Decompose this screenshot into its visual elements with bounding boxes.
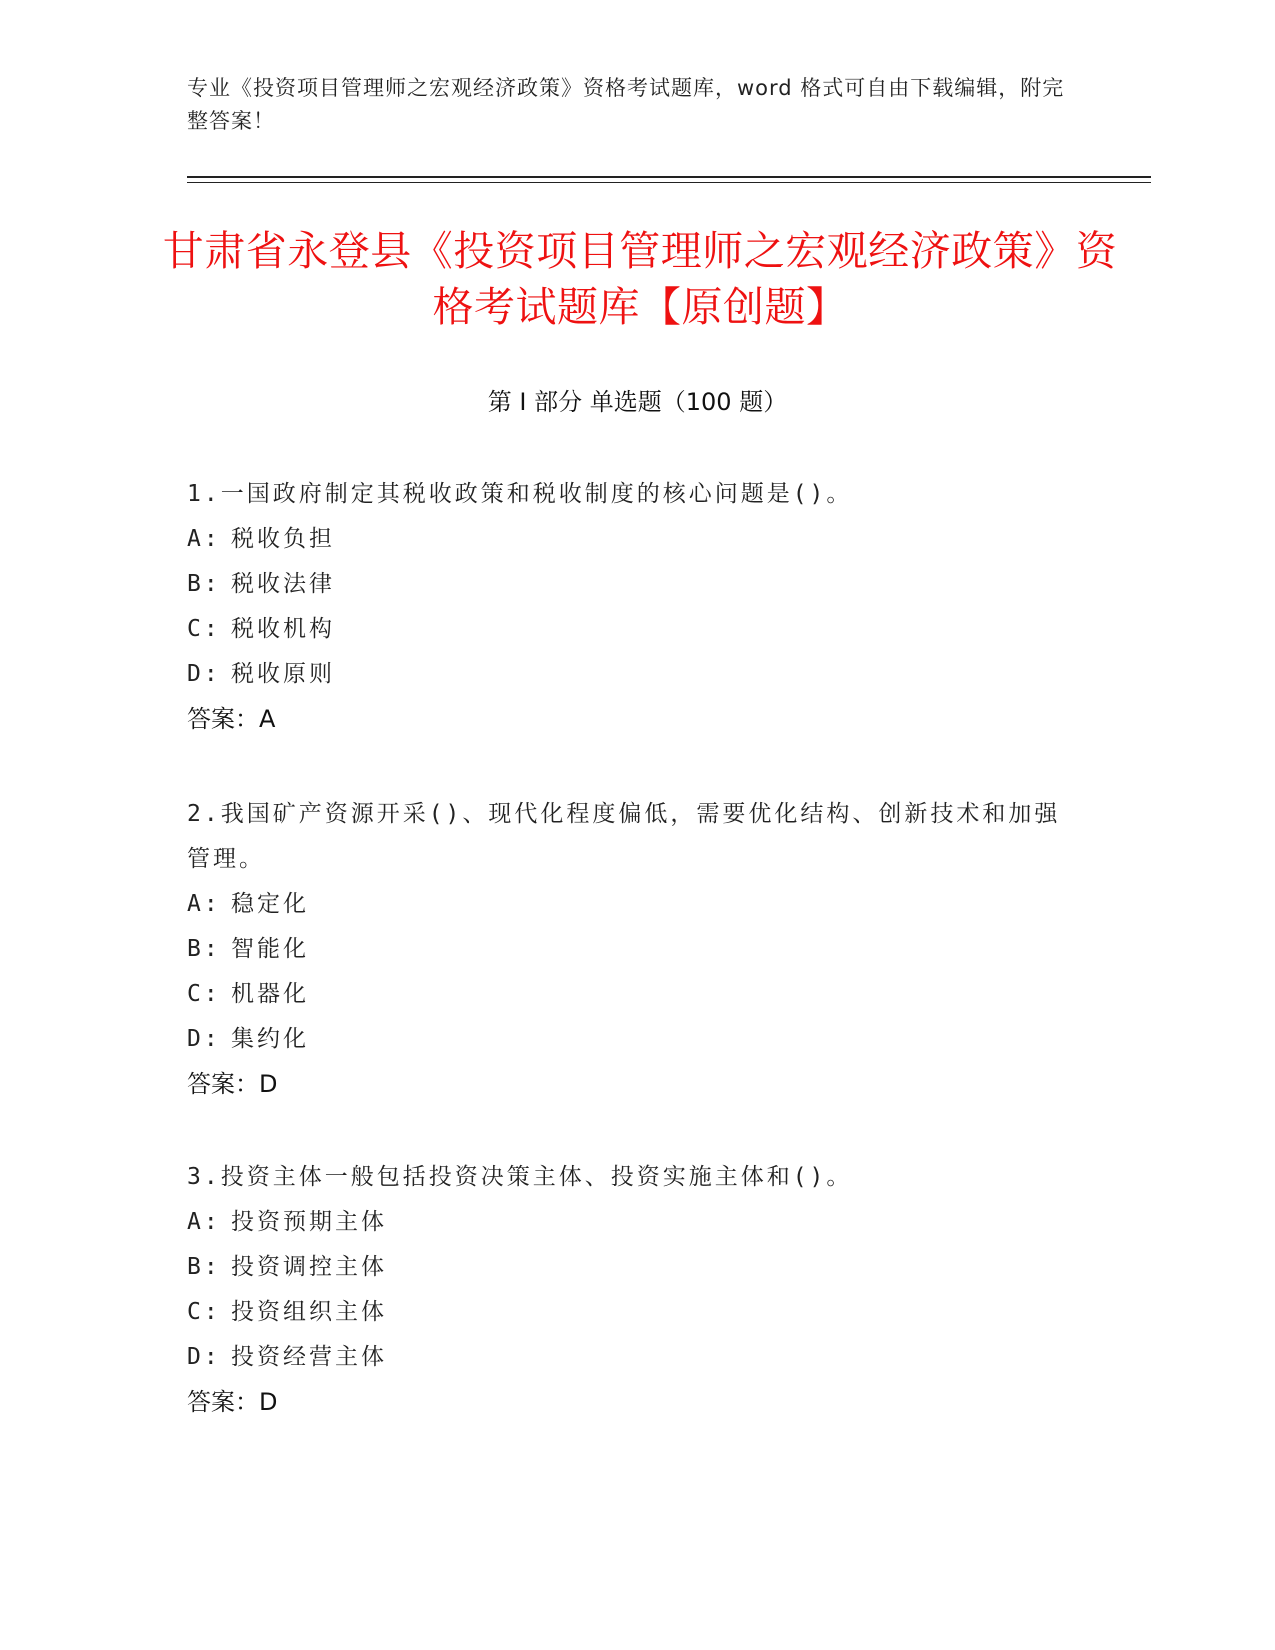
option-text: 集约化 [231, 1026, 309, 1052]
option-text: 税收机构 [231, 616, 335, 642]
option-letter: D: [187, 661, 221, 687]
question-stem: 3.投资主体一般包括投资决策主体、投资实施主体和()。 [187, 1164, 853, 1190]
option-c [187, 972, 1067, 1017]
option-a [187, 1200, 1067, 1245]
option-letter: C: [187, 616, 221, 642]
option-b [187, 562, 1067, 607]
option-letter: B: [187, 1254, 221, 1280]
option-text: 稳定化 [231, 891, 309, 917]
option-letter: C: [187, 1299, 221, 1325]
header-rule-thin [187, 182, 1151, 183]
option-letter: B: [187, 936, 221, 962]
answer: 答案：D [187, 1388, 278, 1416]
option-text: 投资组织主体 [231, 1299, 387, 1325]
option-a [187, 517, 1067, 562]
option-a [187, 882, 1067, 927]
document-title: 甘肃省永登县《投资项目管理师之宏观经济政策》资格考试题库【原创题】 [162, 227, 1118, 331]
option-text: 智能化 [231, 936, 309, 962]
option-text: 投资调控主体 [231, 1254, 387, 1280]
section-title: 第 I 部分 单选题（100 题） [487, 388, 788, 416]
option-b [187, 1245, 1067, 1290]
option-text: 投资经营主体 [231, 1344, 387, 1370]
option-letter: C: [187, 981, 221, 1007]
question-stem: 2.我国矿产资源开采()、现代化程度偏低，需要优化结构、创新技术和加强管理。 [187, 801, 1061, 872]
option-b [187, 927, 1067, 972]
option-d [187, 1335, 1067, 1380]
option-d [187, 652, 1067, 697]
option-text: 投资预期主体 [231, 1209, 387, 1235]
option-c [187, 1290, 1067, 1335]
option-letter: B: [187, 571, 221, 597]
option-letter: A: [187, 891, 221, 917]
question-3 [187, 1155, 1067, 1425]
header-note: 专业《投资项目管理师之宏观经济政策》资格考试题库，word 格式可自由下载编辑，附完整答案！ [187, 76, 1065, 133]
option-letter: A: [187, 1209, 221, 1235]
header-rule [187, 176, 1151, 178]
option-text: 税收原则 [231, 661, 335, 687]
option-letter: D: [187, 1344, 221, 1370]
answer: 答案：A [187, 705, 276, 733]
question-stem: 1.一国政府制定其税收政策和税收制度的核心问题是()。 [187, 481, 853, 507]
option-letter: D: [187, 1026, 221, 1052]
option-letter: A: [187, 526, 221, 552]
option-text: 税收法律 [231, 571, 335, 597]
option-c [187, 607, 1067, 652]
answer: 答案：D [187, 1070, 278, 1098]
option-d [187, 1017, 1067, 1062]
question-2 [187, 792, 1067, 1107]
question-1 [187, 472, 1067, 742]
option-text: 税收负担 [231, 526, 335, 552]
option-text: 机器化 [231, 981, 309, 1007]
